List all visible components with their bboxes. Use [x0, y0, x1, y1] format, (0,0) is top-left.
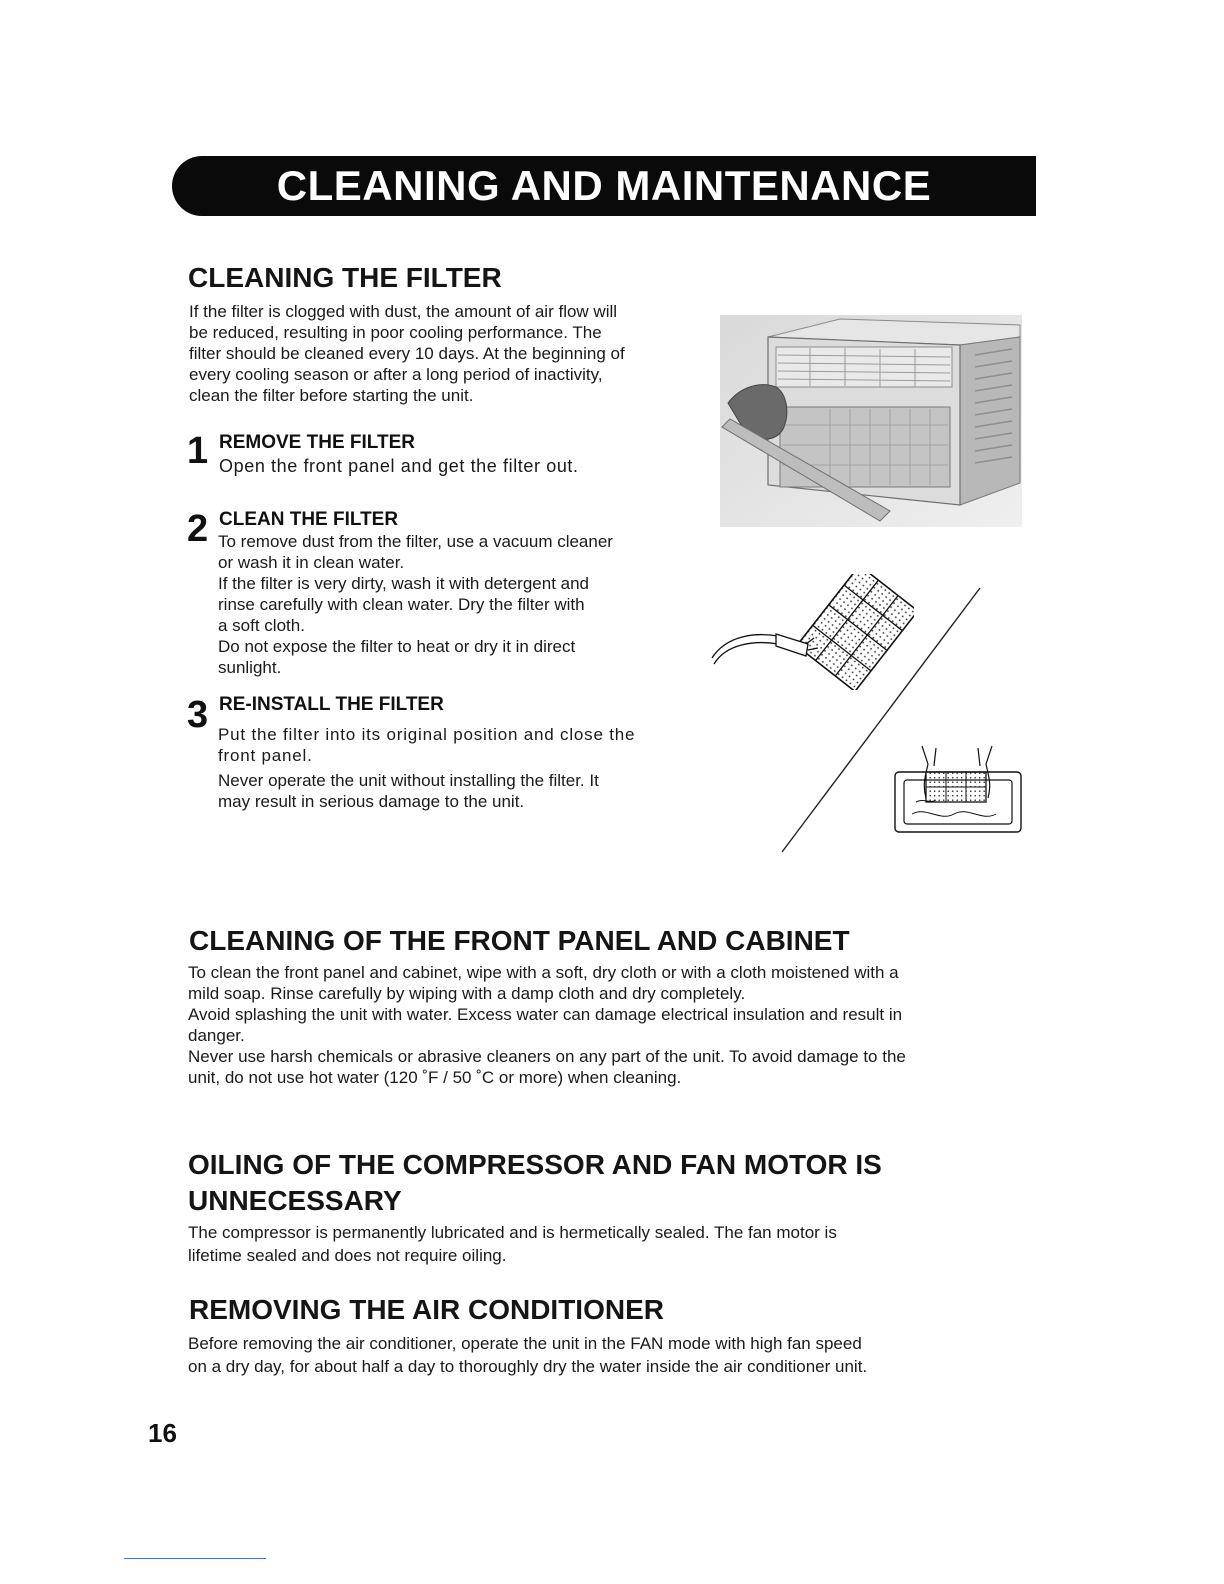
- text-line: To clean the front panel and cabinet, wipe with a soft, dry cloth or with a cloth moistened with a: [188, 963, 899, 982]
- page-title: CLEANING AND MAINTENANCE: [276, 162, 932, 209]
- step-title: CLEAN THE FILTER: [219, 509, 399, 530]
- text-line: sunlight.: [218, 658, 282, 677]
- vacuum-filter-illustration: [708, 574, 914, 690]
- step-text: [218, 531, 613, 678]
- text-line: The compressor is permanently lubricated and is hermetically sealed. The fan motor is: [188, 1223, 837, 1242]
- text-line: danger.: [188, 1026, 245, 1045]
- footer-rule: [124, 1558, 266, 1559]
- heading-line: UNNECESSARY: [188, 1185, 402, 1216]
- text-line: Put the filter into its original position and close the: [218, 725, 636, 744]
- cabinet-text: [188, 962, 906, 1088]
- text-line: Before removing the air conditioner, operate the unit in the FAN mode with high fan speed: [188, 1334, 862, 1353]
- text-line: be reduced, resulting in poor cooling performance. The: [189, 323, 602, 342]
- cabinet-heading: CLEANING OF THE FRONT PANEL AND CABINET: [189, 925, 850, 956]
- washing-filter-illustration: [892, 744, 1028, 838]
- text-line: unit, do not use hot water (120 ˚F / 50 ˚C or more) when cleaning.: [188, 1068, 682, 1087]
- filter-intro: [189, 301, 625, 406]
- step-title: RE-INSTALL THE FILTER: [219, 694, 444, 715]
- removing-text: [188, 1332, 867, 1378]
- text-line: mild soap. Rinse carefully by wiping with a damp cloth and dry completely.: [188, 984, 746, 1003]
- text-line: filter should be cleaned every 10 days. At the beginning of: [189, 344, 625, 363]
- oiling-heading: [188, 1147, 882, 1219]
- air-conditioner-photo: [720, 315, 1022, 527]
- text-line: on a dry day, for about half a day to thoroughly dry the water inside the air conditioner unit.: [188, 1357, 868, 1376]
- text-line: Never operate the unit without installing the filter. It: [218, 771, 599, 790]
- text-line: clean the filter before starting the unit.: [189, 386, 474, 405]
- text-line: lifetime sealed and does not require oiling.: [188, 1246, 507, 1265]
- step-number: 2: [187, 508, 209, 550]
- removing-heading: REMOVING THE AIR CONDITIONER: [189, 1294, 664, 1325]
- text-line: If the filter is very dirty, wash it with detergent and: [218, 574, 590, 593]
- text-line: To remove dust from the filter, use a vacuum cleaner: [218, 532, 613, 551]
- step-text: [219, 456, 579, 477]
- step-number: 1: [187, 430, 209, 472]
- text-line: Avoid splashing the unit with water. Excess water can damage electrical insulation and result in: [188, 1005, 903, 1024]
- text-line: rinse carefully with clean water. Dry the filter with: [218, 595, 585, 614]
- text-line: may result in serious damage to the unit.: [218, 792, 525, 811]
- text-line: Open the front panel and get the filter out.: [219, 456, 579, 476]
- text-line: or wash it in clean water.: [218, 553, 405, 572]
- text-line: every cooling season or after a long period of inactivity,: [189, 365, 603, 384]
- text-line: Do not expose the filter to heat or dry it in direct: [218, 637, 576, 656]
- text-line: front panel.: [218, 746, 313, 765]
- page-number: 16: [148, 1418, 177, 1448]
- section-banner: [172, 156, 1036, 216]
- text-line: If the filter is clogged with dust, the amount of air flow will: [189, 302, 618, 321]
- text-line: Never use harsh chemicals or abrasive cleaners on any part of the unit. To avoid damage to the: [188, 1047, 906, 1066]
- filter-heading: CLEANING THE FILTER: [188, 262, 502, 293]
- step-number: 3: [187, 694, 209, 736]
- heading-line: OILING OF THE COMPRESSOR AND FAN MOTOR IS: [188, 1149, 882, 1180]
- step-text: [218, 724, 635, 812]
- oiling-text: [188, 1221, 837, 1267]
- text-line: a soft cloth.: [218, 616, 305, 635]
- step-title: REMOVE THE FILTER: [219, 432, 415, 453]
